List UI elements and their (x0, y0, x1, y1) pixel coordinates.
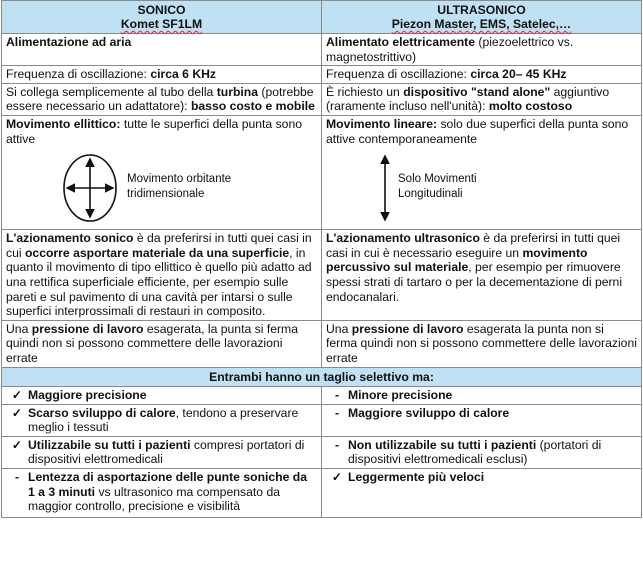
cell-bullet-precision-ultrasonico (322, 387, 642, 405)
bullet-text-bold: Utilizzabile su tutti i pazienti (28, 437, 191, 452)
table-row (2, 469, 642, 518)
table-row (2, 320, 642, 367)
press-sonico-b1: pressione di lavoro (31, 321, 144, 336)
dash-icon: - (334, 405, 340, 420)
freq-ultra-label: Frequenza di oscillazione: (326, 67, 471, 82)
cell-bullet-heat-sonico (2, 404, 322, 436)
linear-diagram (326, 146, 637, 228)
bullet-text: (portatori di dispositivi elettromedicali esclusi) (348, 437, 602, 467)
cell-pressure-sonico (2, 320, 322, 367)
conn-sonico-t1: Si collega semplicemente al tubo della (6, 84, 217, 99)
cell-bullet-speed-ultrasonico (322, 469, 642, 518)
conn-ultra-t2: aggiuntivo (raramente incluso nell'unità): (326, 84, 610, 114)
check-icon: ✓ (11, 437, 23, 452)
header-sonico (2, 1, 322, 34)
check-icon: ✓ (11, 388, 23, 403)
table-header-row (2, 1, 642, 34)
dash-icon: - (334, 437, 340, 452)
move-sonico-bold: Movimento ellittico: (6, 116, 121, 131)
table-row (2, 34, 642, 66)
elliptical-diagram (6, 146, 317, 228)
power-ultra-text: (piezoelettrico vs. magnetostrittivo) (326, 35, 574, 64)
cell-movement-sonico (2, 115, 322, 229)
cell-connection-sonico (2, 83, 322, 115)
bullet-text: vs ultrasonico ma compensato da maggior controllo, precisione e visibilità (28, 484, 280, 514)
cell-power-sonico (2, 34, 322, 66)
conn-ultra-t1: È richiesto un (326, 84, 404, 99)
bullet-text: , tendono a preservare meglio i tessuti (28, 405, 299, 435)
conn-sonico-t2: (potrebbe essere necessario un adattatore): (6, 84, 314, 114)
table-row (2, 115, 642, 229)
use-sonico-b1: L'azionamento sonico (6, 231, 134, 246)
bullet-text: Leggermente più veloci (348, 470, 485, 485)
use-ultra-b2: movimento percussivo sul materiale (326, 245, 588, 275)
cell-movement-ultrasonico (322, 115, 642, 229)
table-row (2, 66, 642, 84)
conn-ultra-b2: molto costoso (488, 99, 573, 114)
press-ultra-t1: Una (326, 321, 352, 336)
cell-bullet-speed-sonico (2, 469, 322, 518)
bullet-text: compresi portatori di dispositivi elettromedicali (28, 437, 305, 467)
header-left-title: SONICO (137, 3, 186, 17)
conn-sonico-b2: basso costo e mobile (190, 99, 315, 114)
use-ultra-t1: è da preferirsi in tutti quei casi in cui è necessario eseguire un (326, 231, 621, 260)
move-ultra-bold: Movimento lineare: (326, 116, 438, 131)
cell-pressure-ultrasonico (322, 320, 642, 367)
cell-bullet-patients-sonico (2, 436, 322, 468)
conn-ultra-b1: dispositivo "stand alone" (403, 84, 551, 99)
power-sonico-text: Alimentazione ad aria (6, 35, 132, 49)
bullet-text: Maggiore sviluppo di calore (348, 405, 510, 420)
check-icon: ✓ (331, 470, 343, 485)
cell-frequency-ultrasonico (322, 66, 642, 84)
check-icon: ✓ (11, 405, 23, 420)
header-left-brand: Komet SF1LM (120, 17, 203, 31)
use-sonico-t1: è da preferirsi in tutti quei casi in cui (6, 231, 312, 260)
use-ultra-t2: , per esempio per rimuovere spessi strati di tartaro o per la decementazione di perni endocanalari. (326, 260, 623, 304)
header-right-brands: Piezon Master, EMS, Satelec,… (391, 17, 572, 31)
conn-sonico-b1: turbina (216, 84, 259, 99)
press-sonico-t2: esagerata, la punta si ferma quindi non si possono commettere delle lavorazioni errate (6, 321, 298, 365)
comparison-table (1, 0, 642, 518)
cell-bullet-patients-ultrasonico (322, 436, 642, 468)
power-ultra-bold: Alimentato elettricamente (326, 35, 475, 49)
elliptical-diagram-label: Movimento orbitante tridimensionale (127, 173, 232, 201)
cell-usecase-ultrasonico (322, 230, 642, 321)
bullet-text: Minore precisione (348, 388, 453, 403)
freq-sonico-value: circa 6 KHz (150, 67, 217, 82)
common-header: Entrambi hanno un taglio selettivo ma: (2, 367, 642, 387)
bullet-text-bold: Lentezza di asportazione delle punte soniche da 1 a 3 minuti (28, 470, 308, 499)
common-header-row (2, 367, 642, 387)
press-ultra-t2: esagerata la punta non si ferma quindi non si possono commettere delle lavorazioni errate (326, 321, 637, 365)
freq-ultra-value: circa 20– 45 KHz (470, 67, 567, 82)
double-vertical-arrow-icon (378, 152, 392, 224)
press-ultra-b1: pressione di lavoro (351, 321, 464, 336)
dash-icon: - (334, 388, 340, 403)
cell-power-ultrasonico (322, 34, 642, 66)
ellipse-cross-arrows-icon (61, 152, 119, 224)
bullet-text-bold: Scarso sviluppo di calore (28, 405, 176, 420)
use-sonico-b2: occorre asportare materiale da una superficie (24, 245, 290, 260)
linear-diagram-label: Solo Movimenti Longitudinali (398, 173, 477, 201)
table-row (2, 436, 642, 468)
press-sonico-t1: Una (6, 321, 32, 336)
table-row (2, 387, 642, 405)
table-row (2, 230, 642, 321)
table-row (2, 83, 642, 115)
freq-sonico-label: Frequenza di oscillazione: (6, 67, 151, 82)
cell-bullet-heat-ultrasonico (322, 404, 642, 436)
move-sonico-text: tutte le superfici della punta sono attive (6, 116, 303, 146)
header-ultrasonico (322, 1, 642, 34)
use-ultra-b1: L'azionamento ultrasonico (326, 231, 480, 246)
move-ultra-text: solo due superfici della punta sono attive contemporaneamente (326, 116, 629, 146)
header-right-title: ULTRASONICO (437, 3, 526, 17)
cell-connection-ultrasonico (322, 83, 642, 115)
use-sonico-t2: , in quanto il movimento di tipo ellittico è quello più adatto ad una rettifica superficiale efficiente, per esempio sulle pareti e sul pavimento di una cavità per intarsi o sulle superfici interprossimali di restauri in composito. (6, 245, 312, 319)
dash-icon: - (14, 470, 20, 485)
cell-usecase-sonico (2, 230, 322, 321)
table-row (2, 404, 642, 436)
bullet-text-bold: Non utilizzabile su tutti i pazienti (348, 437, 537, 452)
bullet-text: Maggiore precisione (28, 388, 147, 403)
cell-bullet-precision-sonico (2, 387, 322, 405)
cell-frequency-sonico (2, 66, 322, 84)
